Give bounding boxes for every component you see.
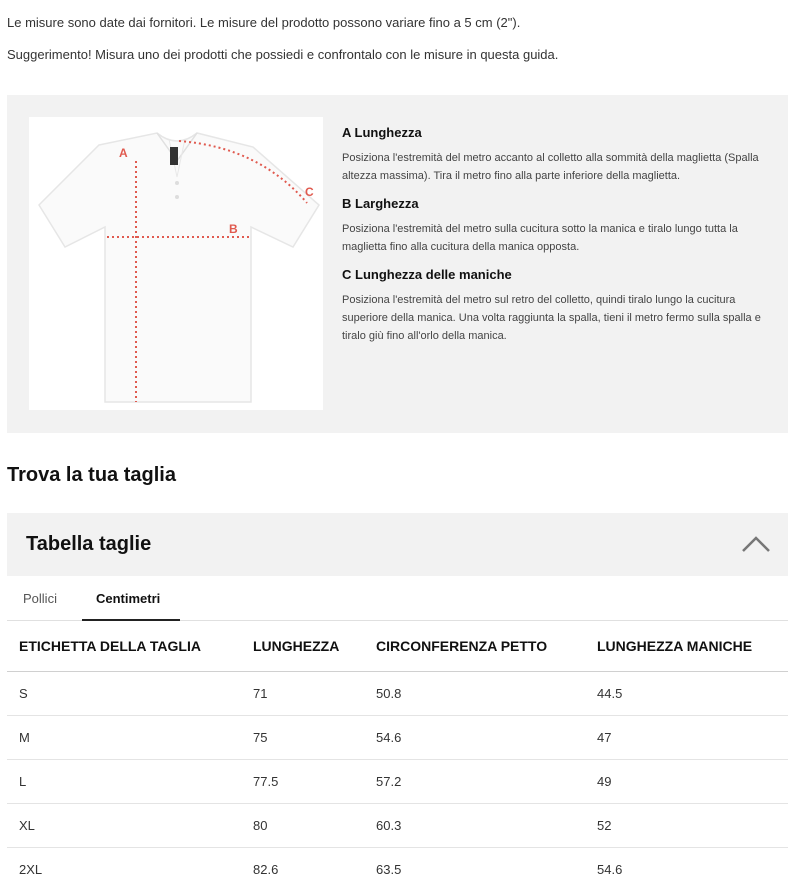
step-a-text: Posiziona l'estremità del metro accanto al colletto alla sommità della maglietta (Spalla altezza massima). Tira il metro fino alla parte inferiore della maglietta. <box>342 152 759 182</box>
table-cell: 77.5 <box>241 759 364 803</box>
column-header: LUNGHEZZA MANICHE <box>585 621 788 671</box>
table-cell: 2XL <box>7 847 241 882</box>
table-cell: 47 <box>585 715 788 759</box>
column-header: ETICHETTA DELLA TAGLIA <box>7 621 241 671</box>
table-cell: M <box>7 715 241 759</box>
column-header: LUNGHEZZA <box>241 621 364 671</box>
step-b-text: Posiziona l'estremità del metro sulla cucitura sotto la manica e tiralo lungo tutta la maglietta fino alla cucitura della manica opposta. <box>342 223 738 253</box>
table-cell: 71 <box>241 671 364 715</box>
measuring-steps <box>342 125 772 356</box>
table-cell: 60.3 <box>364 803 585 847</box>
shirt-illustration <box>29 117 323 410</box>
table-row <box>7 715 788 759</box>
step-c-text: Posiziona l'estremità del metro sul retro del colletto, quindi tiralo lungo la cucitura superiore della manica. Una volta raggiunta la spalla, tieni il metro fermo sulla spalla e tiralo giù fino all'orlo della manica. <box>342 294 761 342</box>
table-row <box>7 847 788 882</box>
table-cell: 54.6 <box>364 715 585 759</box>
table-row <box>7 671 788 715</box>
tab-centimeters[interactable]: Centimetri <box>96 591 161 606</box>
column-header: CIRCONFERENZA PETTO <box>364 621 585 671</box>
table-cell: L <box>7 759 241 803</box>
marker-c: C <box>305 185 314 199</box>
table-cell: 44.5 <box>585 671 788 715</box>
table-cell: 57.2 <box>364 759 585 803</box>
polo-shirt-icon <box>29 117 323 410</box>
step-b-title: B Larghezza <box>342 196 419 211</box>
table-cell: 49 <box>585 759 788 803</box>
table-cell: 63.5 <box>364 847 585 882</box>
table-cell: 80 <box>241 803 364 847</box>
table-row <box>7 803 788 847</box>
tab-inches[interactable]: Pollici <box>23 591 57 606</box>
marker-b: B <box>229 222 238 236</box>
table-cell: 50.8 <box>364 671 585 715</box>
find-size-heading: Trova la tua taglia <box>7 464 176 486</box>
marker-a: A <box>119 146 128 160</box>
size-table <box>7 621 788 882</box>
step-c-title: C Lunghezza delle maniche <box>342 267 512 282</box>
size-chart-accordion[interactable] <box>7 513 788 576</box>
table-header-row <box>7 621 788 671</box>
measuring-guide <box>7 95 788 433</box>
step-a-title: A Lunghezza <box>342 125 422 140</box>
table-cell: 75 <box>241 715 364 759</box>
table-cell: 54.6 <box>585 847 788 882</box>
table-row <box>7 759 788 803</box>
table-cell: XL <box>7 803 241 847</box>
intro-note: Le misure sono date dai fornitori. Le misure del prodotto possono variare fino a 5 cm (2"). <box>7 15 521 30</box>
table-cell: 52 <box>585 803 788 847</box>
intro-tip: Suggerimento! Misura uno dei prodotti che possiedi e confrontalo con le misure in questa guida. <box>7 47 559 62</box>
unit-tabs <box>7 576 788 621</box>
table-cell: 82.6 <box>241 847 364 882</box>
size-chart-title: Tabella taglie <box>26 533 152 555</box>
chevron-up-icon[interactable] <box>741 534 771 554</box>
table-cell: S <box>7 671 241 715</box>
